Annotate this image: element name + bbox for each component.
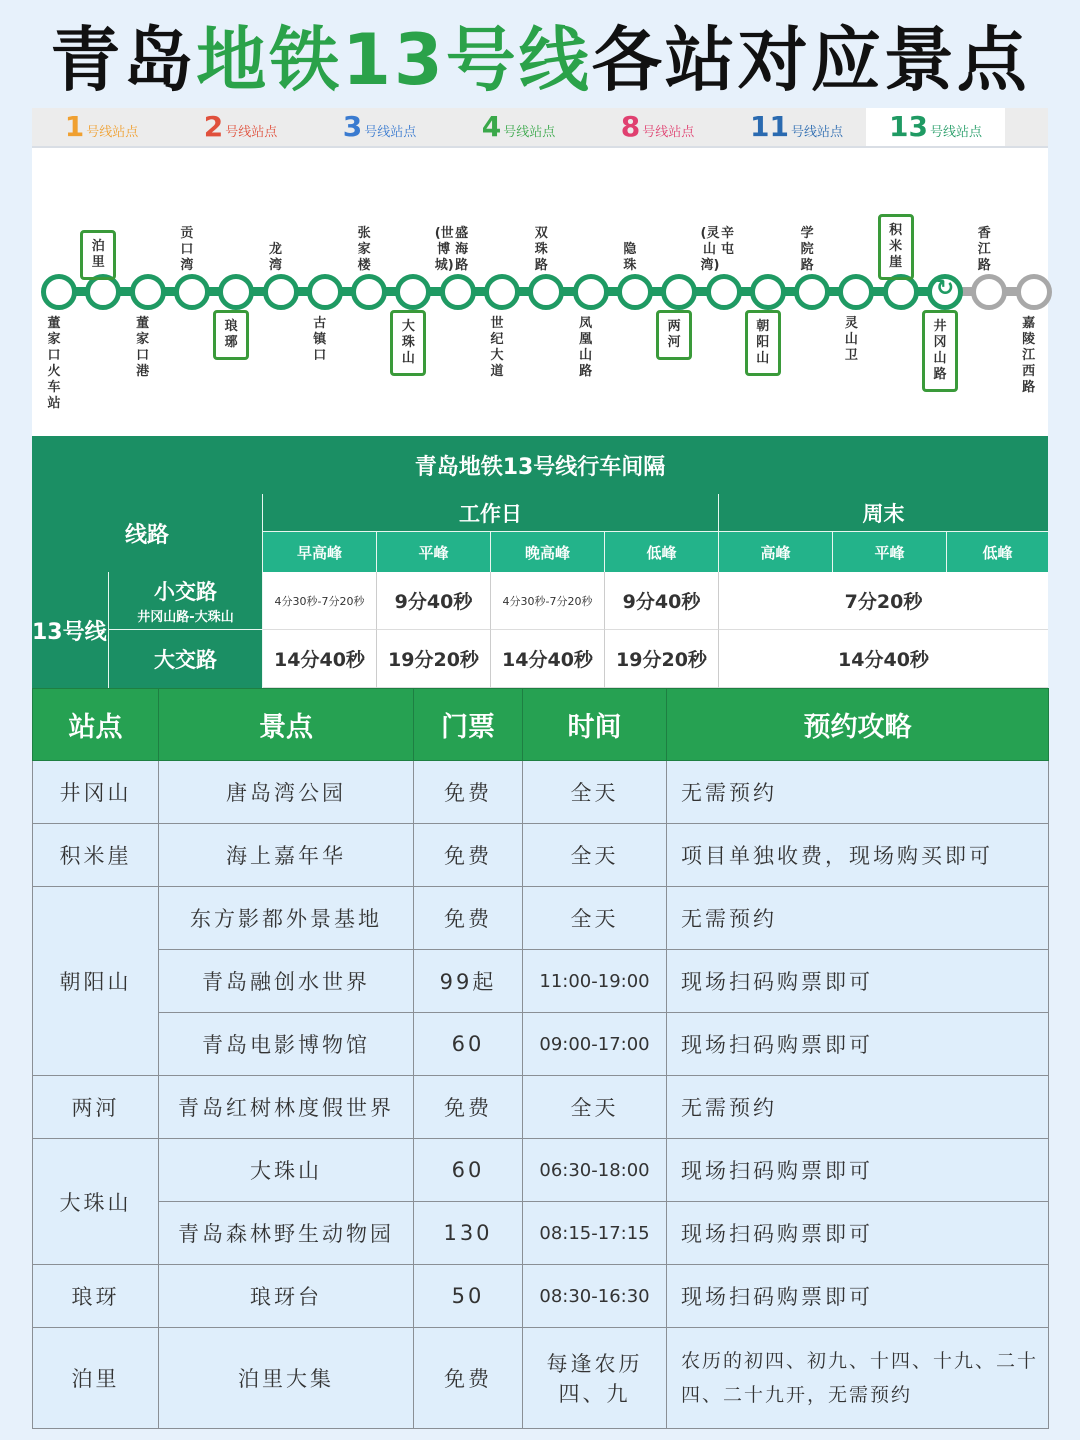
station-name: 两河 [667, 319, 681, 350]
tab-suffix: 号线站点 [503, 125, 556, 140]
station-name: 双珠路 [534, 226, 548, 273]
station-stop[interactable] [971, 274, 1007, 310]
big-route-value-4: 19分20秒 [605, 630, 719, 688]
tab-number: 2 [203, 110, 224, 143]
period-weekend-3: 低峰 [947, 532, 1048, 572]
attraction-row [33, 950, 1049, 1013]
time-cell: 11:00-19:00 [523, 950, 667, 1013]
tip-cell: 无需预约 [667, 761, 1049, 824]
tab-suffix: 号线站点 [86, 125, 139, 140]
tab-line-13[interactable] [866, 108, 1005, 146]
period-weekday-4: 低峰 [605, 532, 719, 572]
attraction-row [33, 824, 1049, 887]
station-stop[interactable] [750, 274, 786, 310]
tip-cell: 现场扫码购票即可 [667, 1013, 1049, 1076]
station-label [745, 310, 781, 376]
station-stop[interactable] [617, 274, 653, 310]
tab-line-11[interactable] [727, 108, 866, 146]
tip-cell: 农历的初四、初九、十四、十九、二十四、二十九开，无需预约 [667, 1328, 1049, 1429]
station-name: 龙湾 [268, 242, 282, 273]
station-cell: 井冈山 [33, 761, 159, 824]
station-stop[interactable] [174, 274, 210, 310]
station-label [213, 310, 249, 360]
station-label [132, 316, 154, 380]
station-alias: (灵山湾) [700, 226, 720, 273]
station-name: 张家楼 [357, 226, 371, 273]
station-label [878, 214, 914, 280]
interval-table [32, 436, 1048, 688]
time-cell: 全天 [523, 1076, 667, 1139]
station-name: 贡口湾 [180, 226, 194, 273]
attractions-table [32, 688, 1048, 1420]
station-name: 董家口火车站 [47, 316, 61, 411]
period-weekday-3: 晚高峰 [491, 532, 605, 572]
station-stop[interactable] [351, 274, 387, 310]
station-label [176, 226, 198, 274]
ticket-cell: 免费 [414, 1328, 523, 1429]
big-route-value-2: 19分20秒 [377, 630, 491, 688]
line-tabs [32, 108, 1048, 146]
station-name: 大珠山 [401, 319, 415, 366]
ticket-cell: 60 [414, 1139, 523, 1202]
big-route-name: 大交路 [109, 630, 263, 688]
page-title [0, 0, 1080, 108]
tip-cell: 现场扫码购票即可 [667, 950, 1049, 1013]
header-ticket: 门票 [414, 689, 523, 761]
station-stop[interactable] [218, 274, 254, 310]
ticket-cell: 免费 [414, 1076, 523, 1139]
title-part-1: 青岛 [50, 18, 197, 101]
attraction-row [33, 761, 1049, 824]
small-route-sub: 井冈山路-大珠山 [137, 610, 234, 625]
header-weekend: 周末 [719, 494, 1048, 532]
station-label [486, 316, 508, 380]
tip-cell: 项目单独收费，现场购买即可 [667, 824, 1049, 887]
title-part-2: 地铁13号线 [196, 18, 592, 101]
time-cell: 06:30-18:00 [523, 1139, 667, 1202]
station-label [656, 310, 692, 360]
station-cell: 朝阳山 [33, 887, 159, 1076]
station-cell: 泊里 [33, 1328, 159, 1429]
tip-cell: 无需预约 [667, 1076, 1049, 1139]
tab-suffix: 号线站点 [790, 125, 843, 140]
tab-number: 4 [481, 110, 502, 143]
tab-number: 11 [750, 110, 789, 143]
attraction-row [33, 1202, 1049, 1265]
station-name: 朝阳山 [756, 319, 770, 366]
station-label [265, 242, 287, 274]
station-label [43, 316, 65, 412]
big-route-weekend: 14分40秒 [719, 630, 1048, 688]
tab-line-2[interactable] [171, 108, 310, 146]
tab-suffix: 号线站点 [225, 125, 278, 140]
tab-number: 3 [342, 110, 363, 143]
station-name: 盛海路 [455, 226, 469, 273]
small-route-value-1: 4分30秒-7分20秒 [263, 572, 377, 630]
small-route-value-2: 9分40秒 [377, 572, 491, 630]
attraction-row [33, 1265, 1049, 1328]
time-cell: 全天 [523, 761, 667, 824]
spot-cell: 大珠山 [159, 1139, 414, 1202]
ticket-cell: 130 [414, 1202, 523, 1265]
station-name: 灵山卫 [844, 316, 858, 363]
attraction-row [33, 887, 1049, 950]
station-label [390, 310, 426, 376]
station-label [353, 226, 375, 274]
station-name: 董家口港 [136, 316, 150, 379]
tab-suffix: 号线站点 [929, 125, 982, 140]
station-stop[interactable] [1016, 274, 1052, 310]
station-stop[interactable] [395, 274, 431, 310]
title-part-3: 各站对应景点 [591, 18, 1030, 101]
tab-line-8[interactable] [588, 108, 727, 146]
spot-cell: 青岛电影博物馆 [159, 1013, 414, 1076]
attraction-row [33, 1328, 1049, 1429]
small-route-value-3: 4分30秒-7分20秒 [491, 572, 605, 630]
period-weekday-2: 平峰 [377, 532, 491, 572]
time-cell: 全天 [523, 824, 667, 887]
station-stop[interactable] [130, 274, 166, 310]
small-route [109, 572, 263, 630]
station-label [697, 226, 741, 274]
tab-suffix: 号线站点 [642, 125, 695, 140]
station-name: 凤凰山路 [579, 316, 593, 379]
attractions-body [33, 761, 1049, 1429]
ticket-cell: 免费 [414, 761, 523, 824]
header-spot: 景点 [159, 689, 414, 761]
big-route-value-1: 14分40秒 [263, 630, 377, 688]
station-stop[interactable] [838, 274, 874, 310]
station-stop[interactable] [661, 274, 697, 310]
header-weekday: 工作日 [263, 494, 719, 532]
station-name: 积米崖 [889, 223, 903, 270]
spot-cell: 青岛融创水世界 [159, 950, 414, 1013]
header-station: 站点 [33, 689, 159, 761]
station-label [796, 226, 818, 274]
time-cell: 08:15-17:15 [523, 1202, 667, 1265]
station-name: 世纪大道 [490, 316, 504, 379]
period-weekend-1: 高峰 [719, 532, 833, 572]
attraction-row [33, 1139, 1049, 1202]
tip-cell: 现场扫码购票即可 [667, 1139, 1049, 1202]
station-cell: 琅玡 [33, 1265, 159, 1328]
line-name: 13号线 [32, 572, 109, 688]
station-stop[interactable] [706, 274, 742, 310]
tip-cell: 现场扫码购票即可 [667, 1265, 1049, 1328]
station-name: 学院路 [800, 226, 814, 273]
spot-cell: 琅玡台 [159, 1265, 414, 1328]
period-weekday-1: 早高峰 [263, 532, 377, 572]
tip-cell: 无需预约 [667, 887, 1049, 950]
station-label [973, 226, 995, 274]
station-label [840, 316, 862, 364]
tab-line-3[interactable] [310, 108, 449, 146]
station-name: 嘉陵江西路 [1022, 316, 1036, 395]
station-label [530, 226, 552, 274]
station-name: 古镇口 [313, 316, 327, 363]
tab-suffix: 号线站点 [364, 125, 417, 140]
station-stop[interactable] [484, 274, 520, 310]
tab-line-1[interactable] [32, 108, 171, 146]
station-cell: 积米崖 [33, 824, 159, 887]
station-stop[interactable] [263, 274, 299, 310]
spot-cell: 唐岛湾公园 [159, 761, 414, 824]
tab-number: 13 [889, 110, 928, 143]
station-alias: (世博城) [434, 226, 454, 273]
tab-line-4[interactable] [449, 108, 588, 146]
spot-cell: 青岛红树林度假世界 [159, 1076, 414, 1139]
ticket-cell: 50 [414, 1265, 523, 1328]
station-label [80, 230, 116, 280]
spot-cell: 泊里大集 [159, 1328, 414, 1429]
station-name: 井冈山路 [933, 319, 947, 382]
station-stop[interactable] [41, 274, 77, 310]
spot-cell: 青岛森林野生动物园 [159, 1202, 414, 1265]
time-cell: 08:30-16:30 [523, 1265, 667, 1328]
ticket-cell: 99起 [414, 950, 523, 1013]
station-stop-interchange[interactable] [927, 274, 963, 310]
station-name: 隐珠 [623, 242, 637, 273]
station-label [922, 310, 958, 392]
station-name: 琅琊 [224, 319, 238, 350]
tab-number: 1 [64, 110, 85, 143]
time-cell: 每逢农历四、九 [523, 1328, 667, 1429]
spot-cell: 海上嘉年华 [159, 824, 414, 887]
header-line: 线路 [32, 494, 263, 572]
header-time: 时间 [523, 689, 667, 761]
station-cell: 两河 [33, 1076, 159, 1139]
route-map [32, 146, 1048, 436]
interval-title: 青岛地铁13号线行车间隔 [32, 436, 1048, 494]
tab-number: 8 [620, 110, 641, 143]
attractions-header-row [33, 689, 1049, 761]
station-label [309, 316, 331, 364]
station-name: 香江路 [977, 226, 991, 273]
station-label [1018, 316, 1040, 396]
station-label [431, 226, 475, 274]
attraction-row [33, 1013, 1049, 1076]
station-label [619, 242, 641, 274]
small-route-name: 小交路 [154, 580, 217, 604]
station-stop[interactable] [528, 274, 564, 310]
station-label [575, 316, 597, 380]
ticket-cell: 60 [414, 1013, 523, 1076]
ticket-cell: 免费 [414, 887, 523, 950]
time-cell: 09:00-17:00 [523, 1013, 667, 1076]
station-stop[interactable] [794, 274, 830, 310]
station-stop[interactable] [573, 274, 609, 310]
header-tip: 预约攻略 [667, 689, 1049, 761]
big-route-value-3: 14分40秒 [491, 630, 605, 688]
small-route-value-4: 9分40秒 [605, 572, 719, 630]
spot-cell: 东方影都外景基地 [159, 887, 414, 950]
ticket-cell: 免费 [414, 824, 523, 887]
tip-cell: 现场扫码购票即可 [667, 1202, 1049, 1265]
station-name: 辛屯 [720, 226, 734, 257]
attraction-row [33, 1076, 1049, 1139]
station-cell: 大珠山 [33, 1139, 159, 1265]
station-stop[interactable] [440, 274, 476, 310]
time-cell: 全天 [523, 887, 667, 950]
period-weekend-2: 平峰 [833, 532, 947, 572]
small-route-weekend: 7分20秒 [719, 572, 1048, 630]
station-stop[interactable] [307, 274, 343, 310]
station-name: 泊里 [91, 239, 105, 270]
